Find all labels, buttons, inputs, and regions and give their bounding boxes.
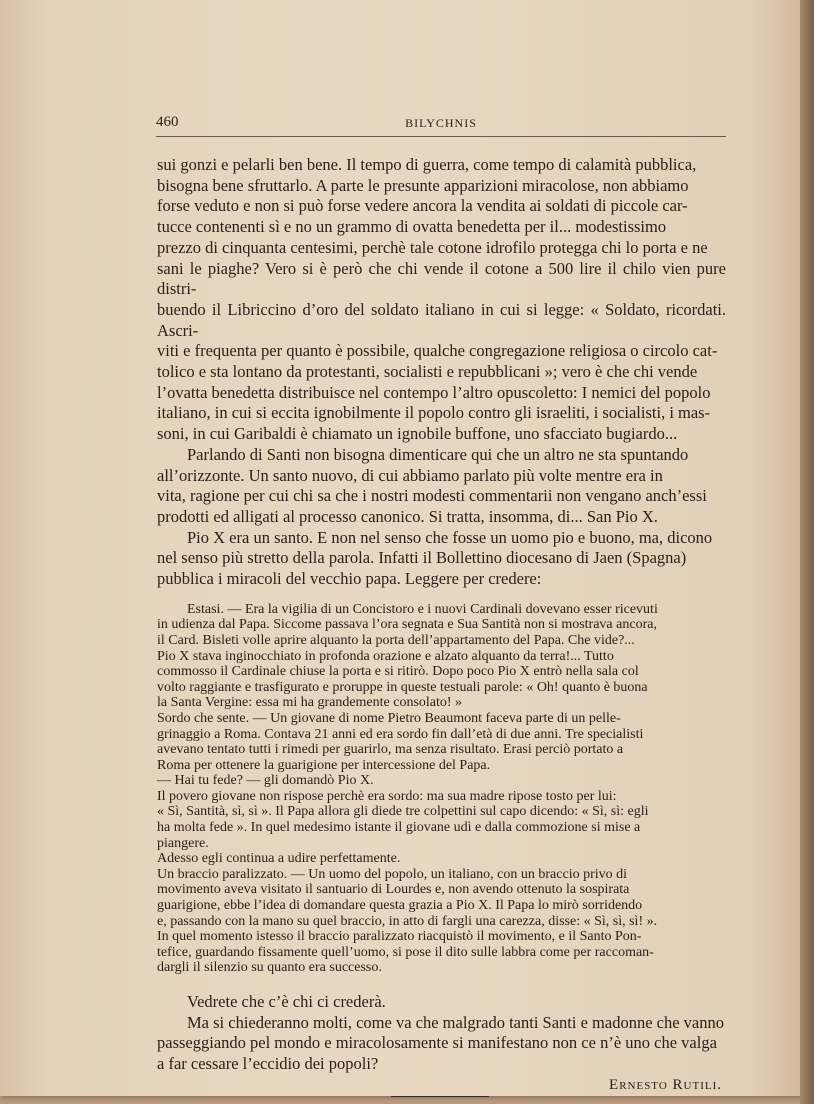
text-line: sui gonzi e pelarli ben bene. Il tempo di guerra, come tempo di calamità pubblica, — [157, 155, 697, 174]
quote-line: guarigione, ebbe l’idea di domandare questa grazia a Pio X. Il Papa lo mirò sorridendo — [157, 898, 643, 914]
quote-line: Un braccio paralizzato. — Un uomo del popolo, un italiano, con un braccio privo di — [157, 866, 628, 882]
quote-line: volto raggiante e trasfigurato e proruppe in queste testuali parole: « Oh! quanto è buona — [157, 679, 648, 695]
quote-line: dargli il silenzio su quanto era successo. — [157, 960, 382, 976]
text-line: tolico e sta lontano da protestanti, socialisti e repubblicani »; vero è che chi vende — [157, 362, 698, 382]
text-line: Vedrete che c’è chi ci crederà. — [187, 992, 386, 1012]
paragraph-2 — [157, 445, 726, 528]
text-line: tucce contenenti sì e no un grammo di ovatta benedetta per il... modestissimo — [157, 217, 667, 237]
text-line: Ma si chiederanno molti, come va che malgrado tanti Santi e madonne che vanno — [187, 1012, 724, 1032]
text-line: a far cessare l’eccidio dei popoli? — [157, 1054, 379, 1074]
quote-line: In quel momento istesso il braccio paralizzato riacquistò il movimento, e il Santo Pon- — [157, 929, 642, 945]
journal-title: BILYCHNIS — [405, 116, 477, 130]
text-line: italiano, in cui si eccita ignobilmente il popolo contro gli israeliti, i socialisti, i mas- — [157, 403, 711, 423]
quote-line: piangere. — [157, 835, 209, 851]
quote-line: Pio X stava inginocchiato in profonda orazione e alzato alquanto da terra!... Tutto — [157, 648, 614, 664]
text-line: prodotti ed alligati al processo canonico. Si tratta, insomma, di... San Pio X. — [157, 506, 658, 526]
paragraph-1 — [157, 155, 726, 445]
text-line: l’ovatta benedetta distribuisce nel contempo l’altro opuscoletto: I nemici del popolo — [157, 382, 711, 402]
running-header — [156, 114, 726, 137]
quote-line: movimento aveva visitato il santuario di Lourdes e, non avendo ottenuto la sospirata — [157, 882, 630, 898]
quote-line: la Santa Vergine: essa mi ha grandemente consolato! » — [157, 695, 463, 711]
quote-line: Il povero giovane non rispose perchè era sordo: ma sua madre ripose tosto per lui: — [157, 788, 617, 804]
text-line: sani le piaghe? Vero si è però che chi vende il cotone a 500 lire il chilo vien pure distri- — [157, 258, 726, 299]
quote-line: Estasi. — Era la vigilia di un Concistoro e i nuovi Cardinali dovevano esser ricevuti — [187, 601, 658, 617]
article-body — [157, 155, 726, 1097]
text-line: buendo il Libriccino d’oro del soldato italiano in cui si legge: « Soldato, ricordati. Ascri- — [157, 299, 726, 340]
text-line: viti e frequenta per quanto è possibile, qualche congregazione religiosa o circolo cat- — [157, 341, 718, 361]
text-line: pubblica i miracoli del vecchio papa. Leggere per credere: — [157, 569, 542, 589]
text-line: passeggiando pel mondo e miracolosamente si manifestano non ce n’è uno che valga — [157, 1033, 717, 1053]
quote-line: e, passando con la mano su quel braccio, in atto di fargli una carezza, disse: « Sì, sì, sì! ». — [157, 913, 658, 929]
page-edge — [800, 0, 814, 1104]
quote-line: in udienza dal Papa. Siccome passava l’ora segnata e Sua Santità non si mostrava ancora, — [157, 617, 657, 633]
quote-line: grinaggio a Roma. Contava 21 anni ed era sordo fin dall’età di due anni. Tre specialisti — [157, 726, 644, 742]
quote-line: avevano tentato tutti i rimedi per guarirlo, ma senza risultato. Erasi perciò portato a — [157, 742, 624, 758]
quoted-miracles — [157, 602, 726, 976]
quote-line: « Sì, Santità, sì, sì ». Il Papa allora gli diede tre colpettini sul capo dicendo: « Sì, sì: egli — [157, 804, 649, 820]
text-line: nel senso più stretto della parola. Infatti il Bollettino diocesano di Jaen (Spagna) — [157, 548, 687, 568]
text-line: all’orizzonte. Un santo nuovo, di cui abbiamo parlato più volte mentre era in — [157, 465, 663, 485]
text-line: prezzo di cinquanta centesimi, perchè tale cotone idrofilo protegga chi lo porta e ne — [157, 237, 708, 257]
closing-paragraph-2 — [157, 1013, 726, 1075]
quote-line: — Hai tu fede? — gli domandò Pio X. — [157, 773, 374, 789]
closing-paragraph-1 — [157, 992, 726, 1013]
quote-line: Adesso egli continua a udire perfettamente. — [157, 851, 401, 867]
quote-line: ha molta fede ». In quel medesimo istante il giovane udì e dalla commozione si mise a — [157, 820, 641, 836]
text-line: soni, in cui Garibaldi è chiamato un ignobile buffone, uno sfacciato bugiardo... — [157, 424, 678, 444]
quote-line: Roma per ottenere la guarigione per intercessione del Papa. — [157, 757, 491, 773]
text-line: bisogna bene sfruttarlo. A parte le presunte apparizioni miracolose, non abbiamo — [157, 175, 689, 195]
quote-line: il Card. Bisleti volle aprire alquanto la porta dell’appartamento del Papa. Che vide?... — [157, 632, 635, 648]
author-signature: Ernesto Rutili. — [609, 1076, 722, 1093]
text-line: Pio X era un santo. E non nel senso che fosse un uomo pio e buono, ma, dicono — [187, 527, 713, 547]
page-number: 460 — [156, 114, 179, 130]
quote-line: tefice, guardando fissamente quell’uomo, si pose il dito sulle labbra come per raccoman- — [157, 944, 654, 960]
text-line: vita, ragione per cui chi sa che i nostri modesti commentarii non vengano anch’essi — [157, 486, 707, 506]
text-line: Parlando di Santi non bisogna dimenticare qui che un altro ne sta spuntando — [187, 444, 689, 464]
end-rule — [391, 1096, 489, 1097]
quote-line: commosso il Cardinale chiuse la porta e si ritirò. Dopo poco Pio X entrò nella sala col — [157, 664, 639, 680]
quote-line: Sordo che sente. — Un giovane di nome Pietro Beaumont faceva parte di un pelle- — [157, 710, 621, 726]
text-line: forse veduto e non si può forse vedere ancora la vendita ai soldati di piccole car- — [157, 196, 688, 216]
paragraph-3 — [157, 528, 726, 590]
